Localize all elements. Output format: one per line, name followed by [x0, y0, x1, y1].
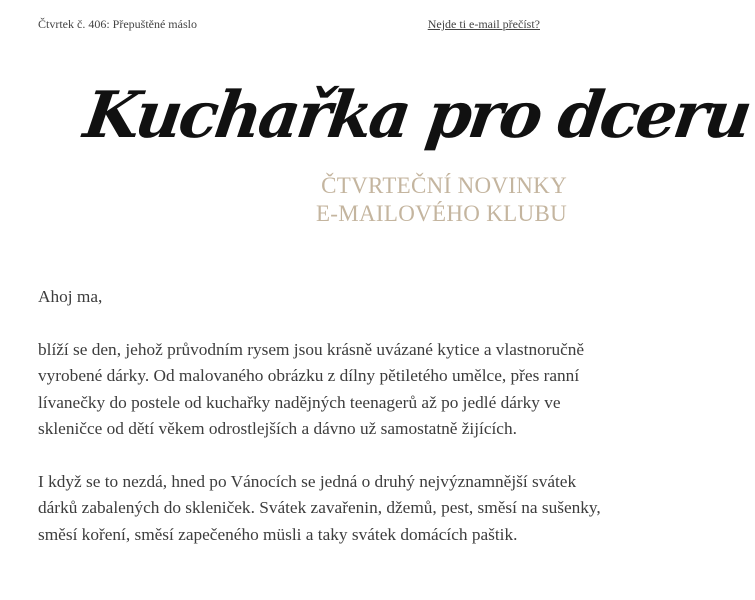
greeting: Ahoj ma, [38, 287, 103, 306]
subtitle-line-1: ČTVRTEČNÍ NOVINKY [321, 173, 567, 198]
email-header-bar [38, 17, 540, 35]
issue-title: Čtvrtek č. 406: Přepuštěné máslo [38, 17, 197, 31]
subtitle-line-2: E-MAILOVÉHO KLUBU [315, 201, 567, 226]
logo: Kuchařka pro dceru [79, 78, 754, 153]
paragraph-1: blíží se den, jehož průvodním rysem jsou krásně uvázané kytice a vlastnoručně vyrobené dárky. Od malovaného obrázku z dílny pětiletého umělce, přes ranní lívanečky do postele od kuchařky nadějných teenagerů až po jedlé dárky ve skleničce od dětí věkem odrostlejších a dávno už samostatně žijících. [38, 339, 585, 438]
newsletter-subtitle [316, 172, 567, 228]
view-in-browser-link[interactable]: Nejde ti e-mail přečíst? [427, 17, 540, 31]
email-body [38, 284, 606, 574]
paragraph-2: I když se to nezdá, hned po Vánocích se jedná o druhý nejvýznamnější svátek dárků zabalených do skleniček. Svátek zavařenin, džemů, pest, směsí na sušenky, směsí koření, směsí zapečeného müsli a taky svátek domácích paštik. [38, 471, 601, 544]
